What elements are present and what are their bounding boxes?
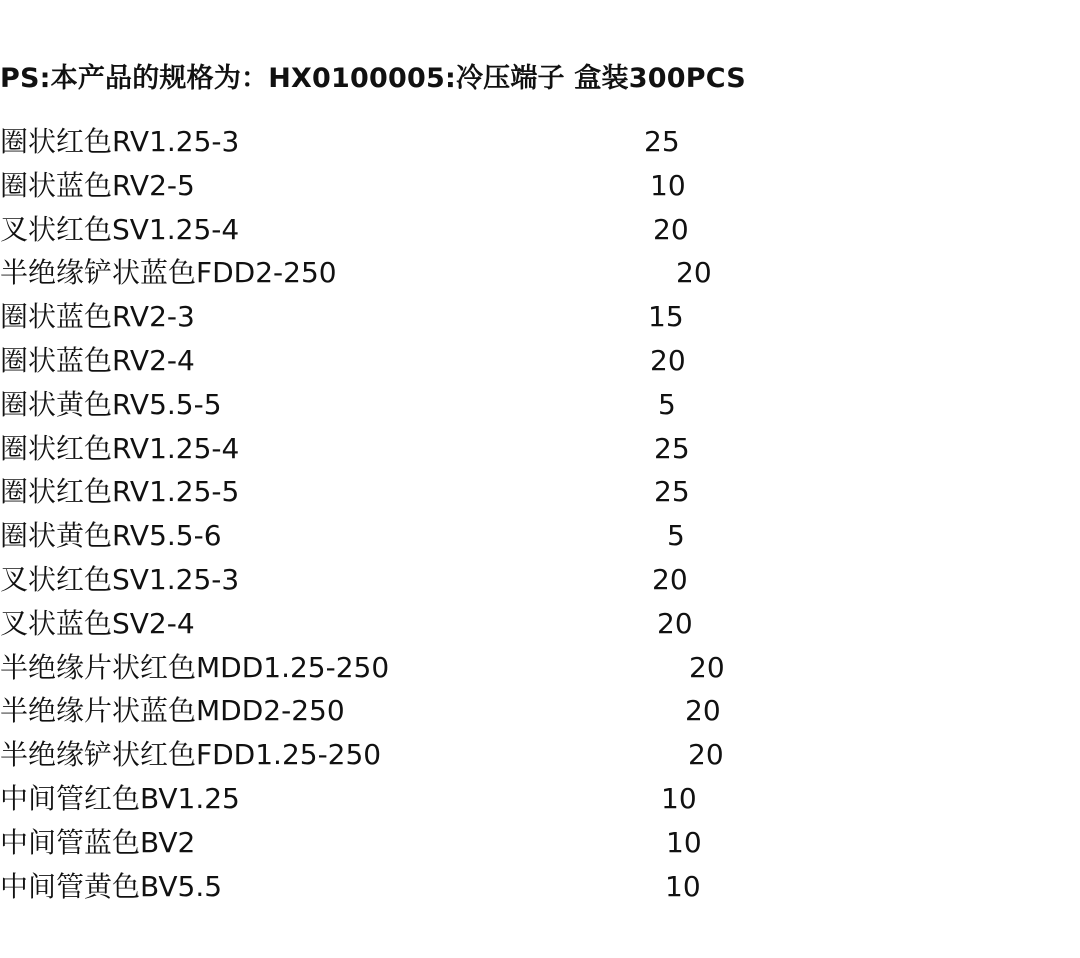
item-qty: 10 [665,869,701,903]
item-qty: 5 [658,387,676,421]
item-name: 圈状黄色RV5.5-5 [0,387,222,421]
item-name: 圈状黄色RV5.5-6 [0,519,222,553]
list-item [0,518,1080,562]
spec-header: PS:本产品的规格为：HX0100005:冷压端子 盒装300PCS [0,63,746,94]
item-qty: 25 [644,125,680,158]
item-name: 圈状红色RV1.25-5 [0,475,240,509]
list-item [0,124,1080,168]
list-item [0,387,1080,431]
item-qty: 20 [676,256,712,290]
list-item [0,431,1080,475]
item-qty: 25 [654,475,690,509]
list-item [0,212,1080,256]
item-name: 圈状蓝色RV2-5 [0,168,195,202]
item-name: 半绝缘片状蓝色MDD2-250 [0,694,345,728]
list-item [0,606,1080,650]
item-name: 圈状红色RV1.25-3 [0,125,240,158]
item-qty: 20 [689,650,725,684]
list-item [0,168,1080,212]
list-item [0,562,1080,606]
list-item [0,825,1080,869]
item-name: 圈状蓝色RV2-4 [0,343,195,377]
item-qty: 20 [652,562,688,596]
list-item [0,650,1080,694]
item-name: 中间管蓝色BV2 [0,825,196,859]
list-item [0,737,1080,781]
list-item [0,693,1080,737]
list-item [0,869,1080,913]
list-item [0,781,1080,825]
item-name: 半绝缘铲状红色FDD1.25-250 [0,738,382,772]
list-item [0,343,1080,387]
item-name: 叉状红色SV1.25-4 [0,212,240,246]
item-qty: 25 [654,431,690,465]
item-qty: 5 [667,519,685,553]
item-name: 中间管黄色BV5.5 [0,869,223,903]
item-name: 中间管红色BV1.25 [0,781,240,815]
item-name: 圈状红色RV1.25-4 [0,431,240,465]
list-item [0,299,1080,343]
item-qty: 20 [657,606,693,640]
list-item [0,474,1080,518]
item-qty: 10 [661,781,697,815]
item-qty: 10 [650,168,686,202]
item-qty: 15 [648,300,684,334]
item-qty: 20 [685,694,721,728]
item-name: 叉状红色SV1.25-3 [0,562,240,596]
item-name: 半绝缘片状红色MDD1.25-250 [0,650,390,684]
item-qty: 20 [653,212,689,246]
item-name: 半绝缘铲状蓝色FDD2-250 [0,256,337,290]
item-qty: 20 [650,343,686,377]
item-qty: 20 [688,738,724,772]
item-name: 叉状蓝色SV2-4 [0,606,195,640]
spec-list [0,124,1080,912]
item-qty: 10 [666,825,702,859]
item-name: 圈状蓝色RV2-3 [0,300,195,334]
list-item [0,255,1080,299]
